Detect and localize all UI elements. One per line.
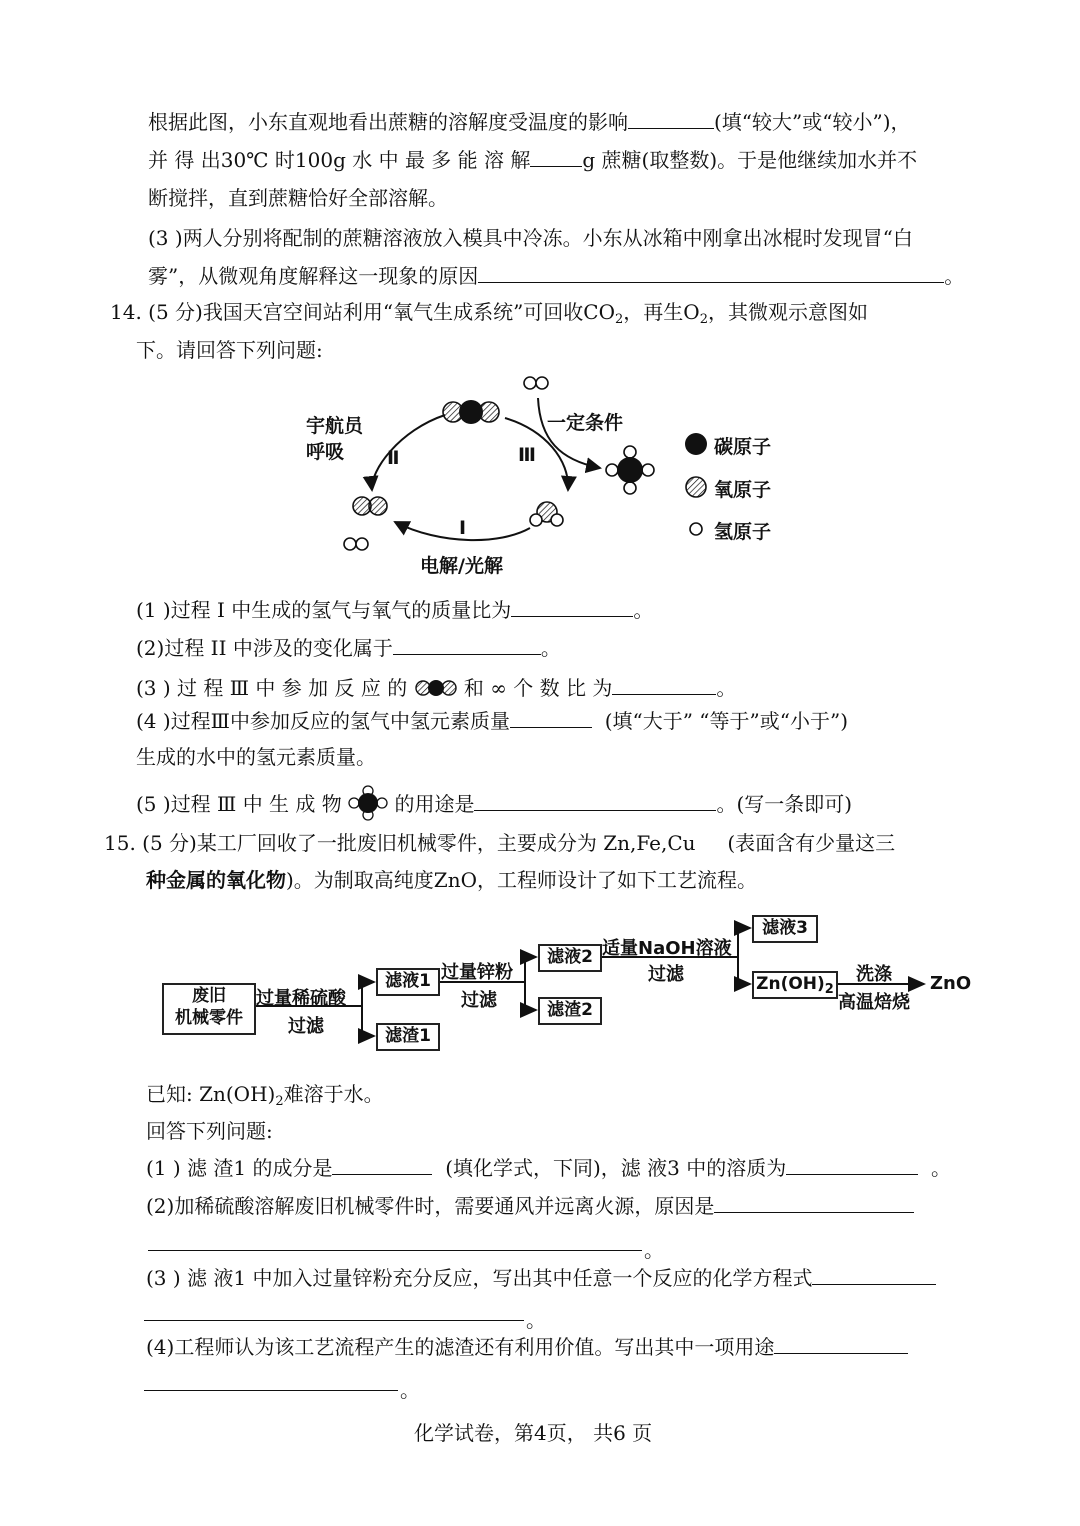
flow-box-residue1: 滤渣1	[376, 1023, 440, 1051]
q14-part1-text: (1 )过程 I 中生成的氢气与氧气的质量比为	[136, 598, 512, 622]
label-condition: 一定条件	[547, 412, 624, 434]
q14-stem-b: ，再生O	[623, 300, 700, 324]
flow-box-zinc-hydroxide	[752, 971, 838, 999]
q15-part1-a: (1 ) 滤 渣1 的成分是	[146, 1156, 333, 1180]
answer-blank[interactable]	[332, 1154, 432, 1175]
q14-part2-text: (2)过程 II 中涉及的变化属于	[136, 636, 393, 660]
flow-step1-op: 过滤	[288, 1016, 324, 1037]
q15-stem-bold: 种金属的氧化物	[146, 868, 286, 892]
q15-known-b: 难溶于水。	[283, 1082, 384, 1106]
q15-known	[146, 1080, 384, 1116]
flow-step4-roast: 高温焙烧	[838, 992, 910, 1013]
q15-part4-end: 。	[400, 1378, 420, 1402]
answer-blank[interactable]	[786, 1154, 918, 1175]
answer-blank[interactable]	[714, 1192, 914, 1213]
q14-stem-c: ，其微观示意图如	[707, 300, 868, 324]
label-process-1: I	[459, 517, 467, 539]
flow-box-filtrate2: 滤液2	[538, 944, 602, 972]
period: 。	[716, 676, 737, 700]
q13-line1-tail: (填“较大”或“较小”)，	[714, 110, 911, 134]
answer-blank[interactable]	[774, 1333, 908, 1354]
subscript: 2	[699, 312, 708, 327]
label-breath: 呼吸	[306, 441, 345, 463]
flow-step3-op: 过滤	[648, 964, 684, 985]
q14-part5-a: (5 )过程 Ⅲ 中 生 成 物	[136, 792, 342, 816]
q14-stem-a: 14. (5 分)我国天宫空间站利用“氧气生成系统”可回收CO	[110, 300, 615, 324]
q13-line2-b: g 蔗糖(取整数)。于是他继续加水并不	[582, 148, 918, 172]
period: 。	[930, 1156, 951, 1180]
legend-oxygen-label: 氧原子	[714, 479, 772, 501]
flow-box-waste-line2: 机械零件	[175, 1008, 243, 1028]
legend-carbon-label: 碳原子	[714, 436, 772, 458]
label-astronaut: 宇航员	[306, 415, 364, 437]
label-electrolysis: 电解/光解	[420, 555, 503, 577]
q14-stem-line2: 下。请回答下列问题:	[136, 338, 323, 362]
q15-stem-a: 15. (5 分)某工厂回收了一批废旧机械零件，主要成分为 Zn,Fe,Cu	[104, 831, 696, 855]
q15-stem-rest: )。为制取高纯度ZnO，工程师设计了如下工艺流程。	[286, 868, 757, 892]
label-process-3: Ⅲ	[518, 444, 536, 466]
page-footer: 化学试卷，第4页， 共6 页	[414, 1421, 653, 1445]
q14-part3-b: 和 ∞ 个 数 比 为	[463, 676, 613, 700]
q15-stem-b: (表面含有少量这三	[727, 831, 896, 855]
flow-step4-wash: 洗涤	[856, 964, 892, 985]
q13-line1-text: 根据此图，小东直观地看出蔗糖的溶解度受温度的影响	[148, 110, 628, 134]
period: 。	[633, 598, 654, 622]
period: 。	[540, 636, 561, 660]
period: 。	[944, 264, 965, 288]
subscript: 2	[275, 1094, 284, 1109]
answer-blank-line[interactable]	[148, 1250, 642, 1251]
flow-step2-reagent: 过量锌粉	[441, 962, 513, 983]
flow-step2-op: 过滤	[461, 990, 497, 1011]
q15-part3-end: 。	[526, 1308, 546, 1332]
flow-box-filtrate1: 滤液1	[376, 968, 440, 996]
answer-blank[interactable]	[812, 1264, 936, 1285]
q15-part2-end: 。	[644, 1238, 664, 1262]
flow-step1-reagent: 过量稀硫酸	[256, 988, 346, 1009]
q13-part3-line2-text: 雾”，从微观角度解释这一现象的原因	[148, 264, 479, 288]
q13-line3: 断搅拌，直到蔗糖恰好全部溶解。	[148, 186, 448, 210]
flow-product-zno: ZnO	[930, 973, 972, 994]
answer-blank-line[interactable]	[144, 1390, 398, 1391]
q15-part3	[146, 1264, 936, 1292]
q14-part5-b: 的用途是	[394, 792, 475, 816]
q15-known-a: 已知: Zn(OH)	[146, 1082, 276, 1106]
q14-part5-c: 。(写一条即可)	[716, 792, 853, 816]
q15-part2	[146, 1192, 914, 1220]
flow-step3-reagent: 适量NaOH溶液	[602, 938, 732, 959]
flow-box-filtrate3: 滤液3	[752, 915, 818, 943]
subscript: 2	[615, 312, 624, 327]
q14-part3-a: (3 ) 过 程 Ⅲ 中 参 加 反 应 的	[136, 676, 408, 700]
flow-box-waste-parts	[162, 983, 256, 1035]
znoh-text: Zn(OH)	[756, 974, 825, 994]
flow-box-waste-line1: 废旧	[192, 986, 226, 1006]
q15-part4	[146, 1333, 908, 1361]
legend-hydrogen-label: 氢原子	[714, 521, 772, 543]
q15-part1	[146, 1154, 951, 1182]
subscript: 2	[824, 982, 834, 997]
q13-line2-a: 并 得 出30℃ 时100g 水 中 最 多 能 溶 解	[148, 148, 531, 172]
q15-answer-intro: 回答下列问题:	[146, 1119, 273, 1143]
q14-part4-cont: 生成的水中的氢元素质量。	[136, 745, 376, 769]
label-process-2: Ⅱ	[387, 447, 400, 469]
q15-part4-text: (4)工程师认为该工艺流程产生的滤渣还有利用价值。写出其中一项用途	[146, 1335, 775, 1359]
q14-part4-a: (4 )过程Ⅲ中参加反应的氢气中氢元素质量	[136, 709, 510, 733]
answer-blank-line[interactable]	[144, 1320, 524, 1321]
q13-part3-line1: (3 )两人分别将配制的蔗糖溶液放入模具中冷冻。小东从冰箱中刚拿出冰棍时发现冒“白	[148, 226, 913, 250]
q14-part4-b: (填“大于” “等于”或“小于”)	[604, 709, 849, 733]
q15-part2-text: (2)加稀硫酸溶解废旧机械零件时，需要通风并远离火源，原因是	[146, 1194, 715, 1218]
q15-part3-text: (3 ) 滤 液1 中加入过量锌粉充分反应，写出其中任意一个反应的化学方程式	[146, 1266, 813, 1290]
flow-box-residue2: 滤渣2	[538, 997, 602, 1025]
q15-part1-b: (填化学式，下同)，滤 液3 中的溶质为	[445, 1156, 787, 1180]
